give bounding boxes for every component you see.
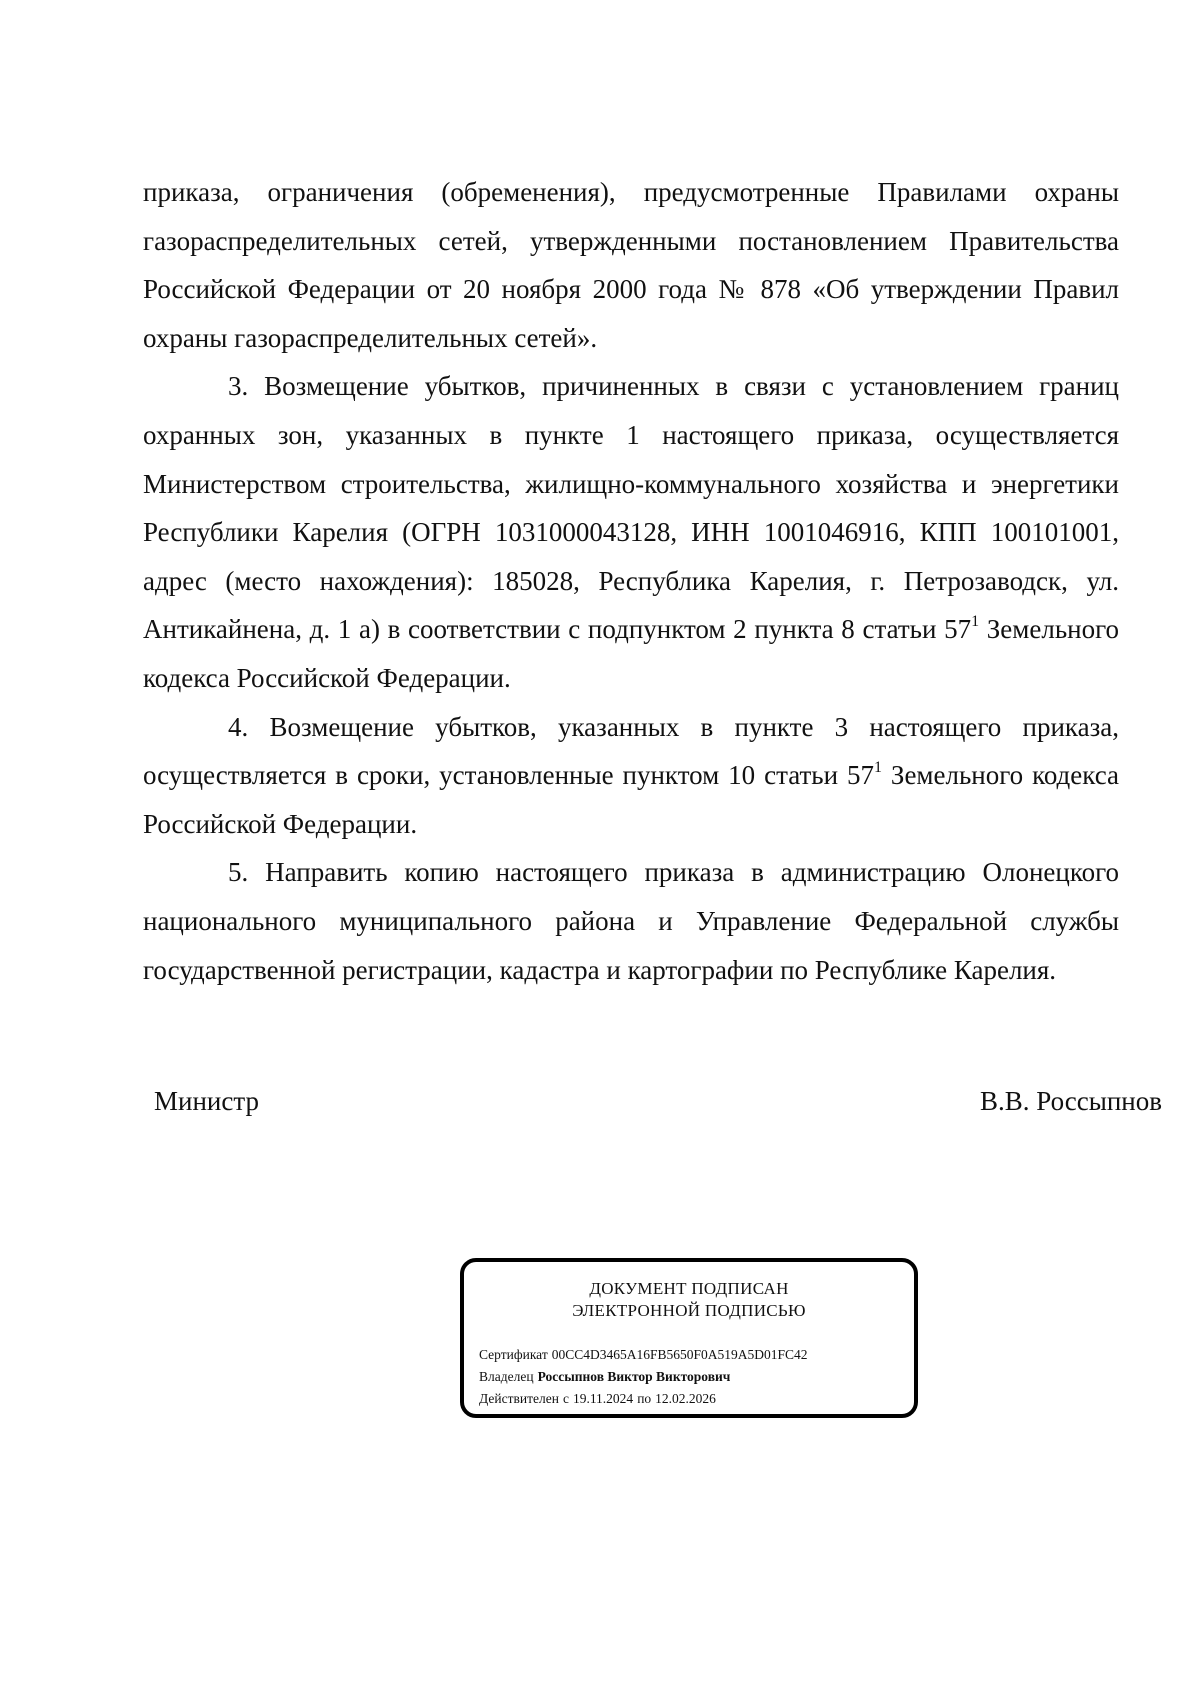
superscript-index: 1 (971, 613, 980, 631)
stamp-heading-line-1: ДОКУМЕНТ ПОДПИСАН (589, 1279, 789, 1298)
stamp-details (479, 1344, 808, 1410)
stamp-validity-row (479, 1388, 808, 1410)
stamp-owner-label: Владелец (479, 1369, 534, 1384)
electronic-signature-stamp (460, 1258, 918, 1418)
paragraph-continuation (143, 168, 1119, 362)
stamp-certificate-value: 00CC4D3465A16FB5650F0A519A5D01FC42 (551, 1347, 808, 1362)
signatory-title: Министр (154, 1086, 259, 1116)
paragraph-3 (143, 362, 1119, 702)
stamp-validity-from: 19.11.2024 (572, 1391, 634, 1406)
signatory-name: В.В. Россыпнов (979, 1086, 1162, 1116)
paragraph-text: Земельного кодекса Российской Федерации. (143, 760, 1120, 839)
stamp-validity-from-label: с (562, 1391, 569, 1406)
paragraph-text: 4. Возмещение убытков, указанных в пункте 3 настоящего приказа, осуществляется в сроки, установленные пунктом 10 статьи 57 (143, 711, 1119, 791)
document-body (143, 168, 1119, 994)
paragraph-4 (143, 703, 1119, 849)
stamp-heading-line-2: ЭЛЕКТРОННОЙ ПОДПИСЬЮ (572, 1301, 806, 1320)
stamp-certificate-row (479, 1344, 808, 1366)
stamp-validity-to-label: по (637, 1391, 652, 1406)
stamp-certificate-label: Сертификат (479, 1347, 548, 1362)
paragraph-5 (143, 848, 1119, 994)
stamp-heading (464, 1278, 914, 1322)
paragraph-text: Земельного кодекса Российской Федерации. (143, 614, 1120, 693)
paragraph-text: 5. Направить копию настоящего приказа в администрацию Олонецкого национального муниципального района и Управление Федеральной службы государственной регистрации, кадастра и картографии по Республике Карелия. (143, 857, 1119, 985)
paragraph-text: 3. Возмещение убытков, причиненных в связи с установлением границ охранных зон, указанных в пункте 1 настоящего приказа, осуществляется Министерством строительства, жилищно-коммунального хозяйства и энергетики Республики Карелия (ОГРН 1031000043128, ИНН 1001046916, КПП 100101001, адрес (место нахождения): 185028, Республика Карелия, г. Петрозаводск, ул. Антикайнена, д. 1 а) в соответствии с подпунктом 2 пункта 8 статьи 57 (143, 371, 1119, 645)
paragraph-text: приказа, ограничения (обременения), предусмотренные Правилами охраны газораспределительных сетей, утвержденными постановлением Правительства Российской Федерации от 20 ноября 2000 года № 878 «Об утверждении Правил охраны газораспределительных сетей». (143, 177, 1119, 353)
stamp-validity-to: 12.02.2026 (655, 1391, 716, 1406)
stamp-owner-value: Россыпнов Виктор Викторович (537, 1369, 731, 1384)
stamp-validity-label: Действителен (479, 1391, 559, 1406)
stamp-owner-row (479, 1366, 808, 1388)
superscript-index: 1 (873, 759, 882, 777)
